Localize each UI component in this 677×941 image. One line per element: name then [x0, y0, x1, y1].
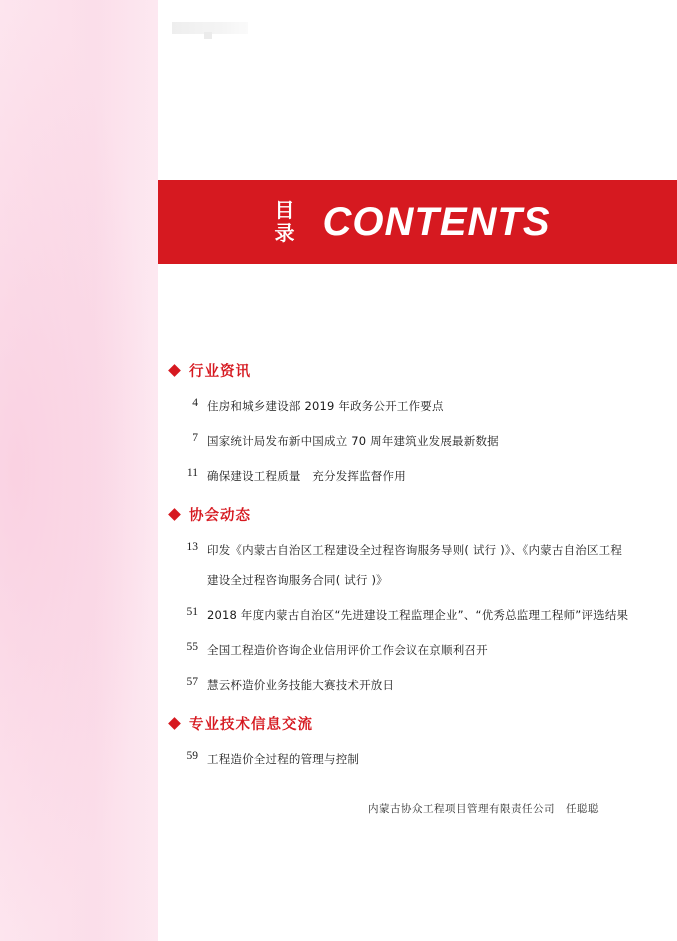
top-artifact-mark — [172, 22, 248, 34]
toc-entry-title: 全国工程造价咨询企业信用评价工作会议在京顺利召开 — [207, 643, 488, 657]
contents-title-chinese-line2: 录 — [274, 221, 297, 245]
contents-title-chinese — [275, 199, 297, 245]
toc-entry-page: 55 — [186, 641, 198, 653]
diamond-bullet-icon — [168, 508, 181, 521]
toc-entry[interactable] — [158, 742, 677, 777]
table-of-contents — [158, 352, 677, 816]
toc-entry[interactable] — [158, 533, 677, 598]
contents-banner — [158, 180, 677, 264]
toc-entry-title: 国家统计局发布新中国成立 70 周年建筑业发展最新数据 — [207, 434, 499, 448]
toc-entry-page: 11 — [186, 467, 198, 479]
toc-entry[interactable] — [158, 668, 677, 703]
toc-section-header — [158, 352, 677, 389]
diamond-bullet-icon — [168, 364, 181, 377]
toc-entry-page: 4 — [192, 397, 198, 409]
contents-title-chinese-line1: 目 — [274, 198, 297, 222]
toc-entry[interactable] — [158, 424, 677, 459]
toc-entry-title: 确保建设工程质量 充分发挥监督作用 — [207, 469, 406, 483]
toc-entry-title: 慧云杯造价业务技能大赛技术开放日 — [207, 678, 395, 692]
toc-entry-title: 2018 年度内蒙古自治区“先进建设工程监理企业”、“优秀总监理工程师”评选结果 — [207, 608, 629, 622]
left-decorative-band — [0, 0, 158, 941]
toc-section-title: 专业技术信息交流 — [189, 717, 313, 733]
toc-section-header — [158, 496, 677, 533]
toc-entry-page: 7 — [192, 432, 198, 444]
toc-section-header — [158, 705, 677, 742]
toc-entry-title-line1: 印发《内蒙古自治区工程建设全过程咨询服务导则( 试行 )》、《内蒙古自治区工程 — [207, 543, 623, 557]
toc-section — [158, 352, 677, 494]
author-byline: 内蒙古协众工程项目管理有限责任公司 任聪聪 — [368, 803, 599, 815]
toc-entry-title: 住房和城乡建设部 2019 年政务公开工作要点 — [207, 399, 444, 413]
toc-entry-title — [207, 540, 622, 591]
diamond-bullet-icon — [168, 717, 181, 730]
toc-entry-title-line2: 建设全过程咨询服务合同( 试行 )》 — [207, 573, 388, 587]
toc-section — [158, 705, 677, 777]
toc-entry-page: 57 — [186, 676, 198, 688]
toc-section-title: 行业资讯 — [189, 364, 251, 380]
contents-banner-inner — [158, 180, 677, 264]
contents-title-english: CONTENTS — [322, 199, 551, 244]
toc-entry[interactable] — [158, 459, 677, 494]
toc-entry-page: 51 — [186, 606, 198, 618]
toc-section-title: 协会动态 — [189, 508, 251, 524]
left-band-gradient — [0, 0, 158, 941]
toc-entry-page: 59 — [186, 750, 198, 762]
toc-entry[interactable] — [158, 633, 677, 668]
toc-entry[interactable] — [158, 389, 677, 424]
toc-entry-title: 工程造价全过程的管理与控制 — [207, 752, 360, 766]
toc-entry[interactable] — [158, 598, 677, 633]
toc-entry-page: 13 — [186, 541, 198, 553]
toc-section — [158, 496, 677, 703]
